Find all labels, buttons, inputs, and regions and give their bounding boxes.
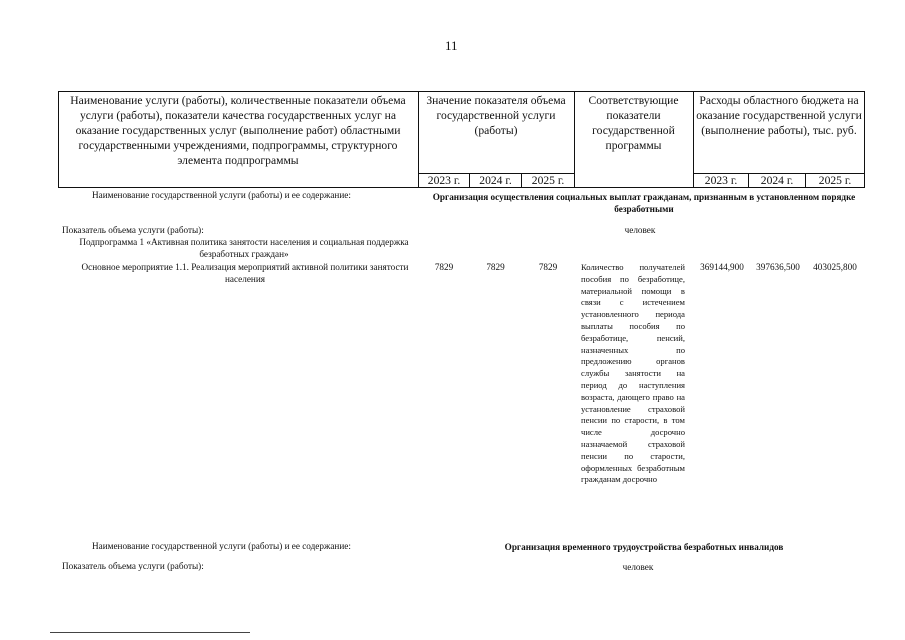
- year-expense-2024: 2024 г.: [760, 174, 794, 187]
- expense-2023: 369144,900: [700, 262, 744, 272]
- unit-label: человек: [624, 225, 656, 235]
- header-budget-expenses: Расходы областного бюджета на оказание государственной услуги (выполнение работы), тыс. руб.: [696, 94, 862, 137]
- year-value-2024: 2024 г.: [479, 174, 512, 187]
- year-value-2025: 2025 г.: [531, 174, 565, 187]
- service-label-2: Наименование государственной услуги (работы) и ее содержание:: [92, 541, 351, 551]
- page-number: 11: [445, 38, 458, 53]
- activity-title: Основное мероприятие 1.1. Реализация мероприятий активной политики занятости населения: [81, 262, 409, 284]
- service-label: Наименование государственной услуги (работы) и ее содержание:: [92, 190, 351, 200]
- header-service-name: Наименование услуги (работы), количественные показатели объема услуги (работы), показатели качества государственных услуг на оказание государственных услуг (выполнение работ) областными государственными учреждениями, подпрограммы, структурного элемента подпрограммы: [70, 94, 406, 167]
- footer-divider: [50, 632, 250, 633]
- year-value-2023: 2023 г.: [427, 174, 461, 187]
- header-program-indicators: Соответствующие показатели государственной программы: [588, 94, 679, 152]
- unit-label-2: человек: [622, 562, 654, 572]
- expense-2025: 403025,800: [813, 262, 857, 272]
- expense-2024: 397636,500: [756, 262, 800, 272]
- year-expense-2023: 2023 г.: [704, 174, 738, 187]
- value-2023: 7829: [434, 262, 454, 272]
- value-2025: 7829: [538, 262, 558, 272]
- service-name: Организация осуществления социальных выплат гражданам, признанным в установленном порядке безработными: [432, 192, 856, 214]
- year-expense-2025: 2025 г.: [818, 174, 852, 187]
- program-indicator-text: Количество получателей пособия по безработице, материальной помощи в связи с истечением установленного периода выплаты пособия по безработице, пенсий, назначенных по предложению органов службы занятости на период до наступления возраста, дающего право на установление страховой пенсии по старости, в том числе досрочно назначаемой страховой пенсии по старости, оформленных безработным гражданам досрочно: [581, 262, 685, 485]
- value-2024: 7829: [486, 262, 505, 272]
- service-name-2: Организация временного трудоустройства безработных инвалидов: [504, 542, 784, 552]
- subprogram-title: Подпрограмма 1 «Активная политика занятости населения и социальная поддержка безработных граждан»: [79, 237, 409, 259]
- header-volume-value: Значение показателя объема государственной услуги (работы): [426, 94, 566, 137]
- indicator-label: Показатель объема услуги (работы):: [62, 225, 204, 235]
- indicator-label-2: Показатель объема услуги (работы):: [62, 561, 204, 571]
